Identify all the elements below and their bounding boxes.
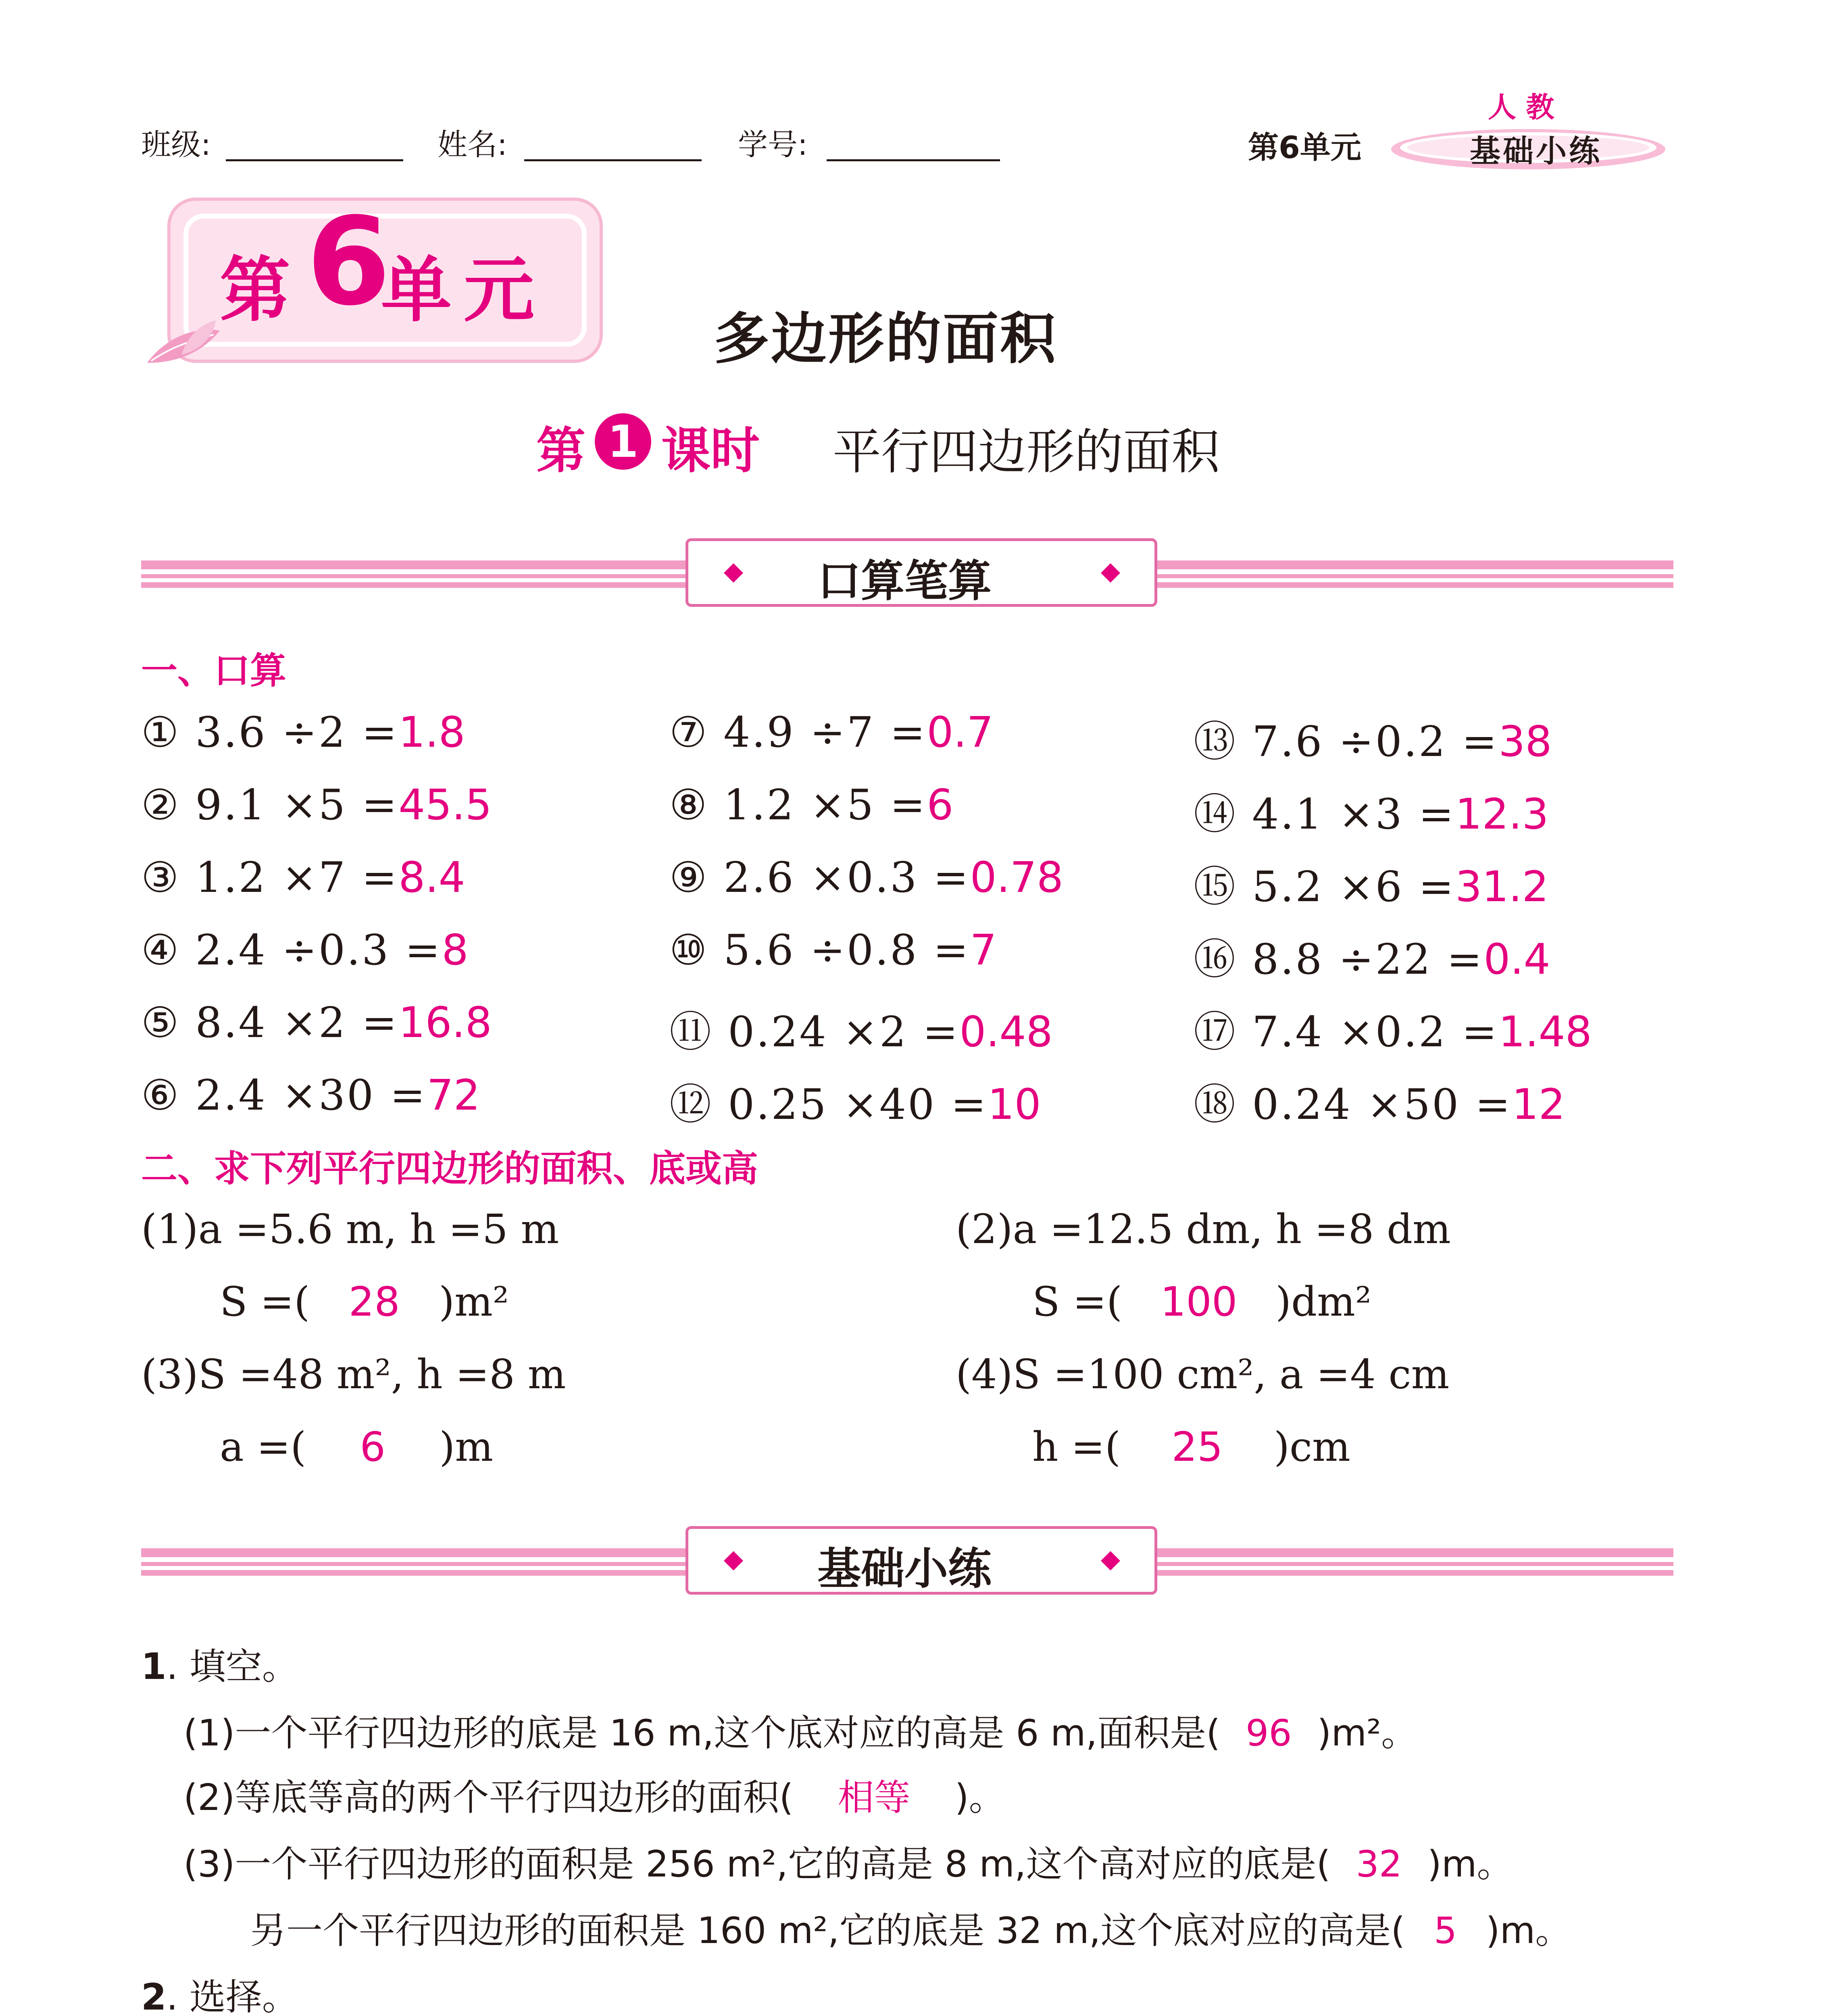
- section2-banner: [685, 1526, 1157, 1595]
- calc-item: ⑤ 8.4 ×2 =16.8: [141, 998, 492, 1047]
- area-problem-answer: a =( 6 )m: [220, 1423, 494, 1470]
- lesson-prefix: 第: [536, 422, 585, 479]
- calc-item: ① 3.6 ÷2 =1.8: [141, 708, 465, 757]
- leaf-icon: [143, 319, 224, 371]
- name-label: 姓名:: [438, 127, 507, 162]
- calc-item: ④ 2.4 ÷0.3 =8: [141, 925, 469, 975]
- unit-number: 6: [306, 192, 391, 332]
- calc-item: ③ 1.2 ×7 =8.4: [141, 853, 465, 902]
- area-problem-given: (4)S =100 cm², a =4 cm: [956, 1351, 1450, 1398]
- name-field[interactable]: [524, 129, 702, 161]
- calc-item: ⑬ 7.6 ÷0.2 =38: [1194, 717, 1552, 766]
- calc-item: ⑪ 0.24 ×2 =0.48: [669, 1007, 1053, 1056]
- lesson-suffix: 课时: [661, 422, 760, 479]
- calc-item: ⑮ 5.2 ×6 =31.2: [1194, 862, 1549, 911]
- unit-title-box: [167, 192, 603, 363]
- class-field[interactable]: [226, 129, 403, 161]
- part1-title: 一、口算: [141, 650, 286, 692]
- brand-badge: [1387, 121, 1669, 173]
- area-problem-given: (2)a =12.5 dm, h =8 dm: [956, 1206, 1451, 1253]
- chapter-title: 多边形的面积: [714, 306, 1058, 371]
- section2-banner-text: 基础小练: [817, 1544, 992, 1594]
- student-id-field[interactable]: [827, 129, 1000, 161]
- section1-banner: [685, 538, 1157, 607]
- fill-blank-item: (3)一个平行四边形的面积是 256 m²,它的高是 8 m,这个高对应的底是( 32 )m。: [183, 1843, 1513, 1885]
- unit-suffix: 单元: [381, 250, 546, 331]
- student-id-label: 学号:: [738, 127, 808, 162]
- class-label: 班级:: [141, 127, 211, 162]
- calc-item: ⑧ 1.2 ×5 =6: [669, 780, 954, 829]
- fill-blank-item: (1)一个平行四边形的底是 16 m,这个底对应的高是 6 m,面积是( 96 )m²。: [183, 1712, 1418, 1754]
- area-problem-answer: S =( 100 )dm²: [1032, 1278, 1372, 1325]
- diamond-icon: [724, 563, 743, 583]
- calc-item: ⑯ 8.8 ÷22 =0.4: [1194, 935, 1550, 984]
- unit-prefix: 第: [220, 250, 290, 331]
- fill-blank-item: (2)等底等高的两个平行四边形的面积( 相等 )。: [183, 1776, 1005, 1819]
- diamond-icon: [1101, 563, 1120, 583]
- question2-title: 2. 选择。: [141, 1976, 298, 2016]
- diamond-icon: [724, 1551, 743, 1570]
- header-unit-label: 第6单元: [1248, 129, 1361, 165]
- area-problem-given: (1)a =5.6 m, h =5 m: [141, 1206, 559, 1253]
- calc-item: ⑱ 0.24 ×50 =12: [1194, 1080, 1565, 1129]
- section1-banner-text: 口算笔算: [817, 556, 992, 606]
- part2-title: 二、求下列平行四边形的面积、底或高: [141, 1148, 758, 1190]
- lesson-number: 1: [607, 416, 639, 467]
- area-problem-answer: h =( 25 )cm: [1032, 1423, 1350, 1470]
- lesson-title: 平行四边形的面积: [833, 424, 1220, 480]
- calc-item: ⑨ 2.6 ×0.3 =0.78: [669, 853, 1064, 902]
- question1-title: 1. 填空。: [141, 1645, 298, 1688]
- brand-small-text: 人 教: [1488, 91, 1554, 124]
- calc-item: ⑫ 0.25 ×40 =10: [669, 1080, 1041, 1129]
- area-problem-given: (3)S =48 m², h =8 m: [141, 1351, 566, 1398]
- diamond-icon: [1101, 1551, 1120, 1570]
- calc-item: ② 9.1 ×5 =45.5: [141, 780, 492, 829]
- calc-item: ⑭ 4.1 ×3 =12.3: [1194, 789, 1549, 839]
- brand-text: 基础小练: [1470, 133, 1602, 169]
- calc-item: ⑩ 5.6 ÷0.8 =7: [669, 925, 997, 975]
- area-problem-answer: S =( 28 )m²: [220, 1278, 509, 1325]
- fill-blank-item: 另一个平行四边形的面积是 160 m²,它的底是 32 m,这个底对应的高是( 5 )m。: [250, 1910, 1572, 1952]
- calc-item: ⑦ 4.9 ÷7 =0.7: [669, 708, 994, 757]
- calc-item: ⑥ 2.4 ×30 =72: [141, 1070, 480, 1120]
- calc-item: ⑰ 7.4 ×0.2 =1.48: [1194, 1007, 1592, 1056]
- lesson-number-circle: [595, 413, 651, 470]
